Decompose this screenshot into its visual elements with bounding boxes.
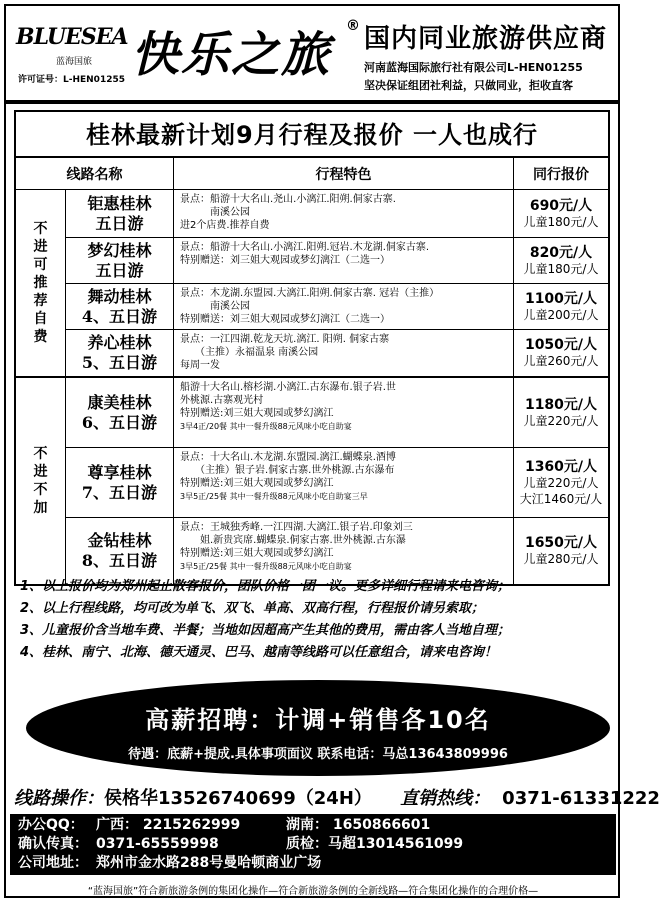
fax-label: 确认传真：	[18, 836, 88, 852]
hotline-label: 直销热线：	[400, 788, 491, 809]
route-name-main: 养心桂林	[87, 333, 152, 352]
adult-price: 1050元/人	[524, 337, 598, 353]
route-features	[174, 238, 514, 283]
feature-line: （主推）银子岩.侗家古寨.世外桃源.古东瀑布	[180, 465, 395, 476]
adult-price: 820元/人	[529, 244, 593, 261]
ops-person: 侯格华13526740699（24H）	[104, 788, 372, 809]
qq-label: 办公QQ：	[18, 817, 84, 833]
table-body	[16, 190, 608, 584]
logo	[16, 16, 126, 74]
route-features	[174, 190, 514, 237]
child-price: 儿童220元/人	[523, 413, 599, 428]
table-title: 桂林最新计划9月行程及报价 一人也成行	[16, 112, 608, 158]
feature-line: 景点：一江四湖.乾龙天坑.漓江. 阳朔. 侗家古寨	[180, 334, 390, 345]
address-label: 公司地址：	[18, 855, 88, 871]
table-row	[66, 330, 608, 376]
registered-mark: ®	[346, 18, 360, 34]
feature-line: 姐.新贵宾席.蝴蝶泉.侗家古寨.世外桃源.古东瀑	[180, 535, 406, 546]
feature-line: 南溪公园	[180, 207, 250, 218]
route-name	[66, 238, 174, 283]
extra-price: 大江1460元/人	[519, 491, 603, 506]
child-price: 儿童180元/人	[523, 261, 599, 276]
table-row	[66, 448, 608, 518]
table-row	[66, 378, 608, 448]
route-features	[174, 378, 514, 447]
group-label-char: 荐	[33, 293, 48, 309]
group-label-char: 不	[33, 446, 48, 462]
route-name	[66, 448, 174, 517]
route-group	[16, 190, 608, 378]
feature-line: 特别赠送:刘三姐大观园或梦幻漓江	[180, 478, 334, 489]
route-price	[514, 330, 608, 376]
meal-note: 3早5正/25餐 其中一餐升级88元风味小吃自助宴	[180, 562, 352, 571]
company-name: 河南蓝海国际旅行社有限公司L-HEN01255	[364, 61, 583, 74]
route-price	[514, 518, 608, 584]
logo-cn: 蓝海国旅	[56, 57, 93, 67]
group-label-char: 可	[33, 257, 48, 273]
route-price	[514, 378, 608, 447]
route-name-days: 4、五日游	[81, 306, 158, 326]
route-group	[16, 378, 608, 584]
table-row	[66, 518, 608, 584]
feature-line: 南溪公园	[180, 301, 250, 312]
qq-row	[18, 816, 608, 835]
group-label-char: 自	[33, 311, 48, 327]
route-name-days: 8、五日游	[81, 551, 158, 570]
group-label-char: 进	[33, 464, 48, 480]
ops-label: 线路操作：	[14, 788, 104, 809]
group-label-char: 加	[33, 500, 48, 516]
group-label-char: 进	[33, 239, 48, 255]
recruit-title: 高薪招聘：计调+销售各10名	[145, 706, 491, 734]
route-name	[66, 378, 174, 447]
route-features	[174, 284, 514, 329]
qq-guangxi: 广西： 2215262999	[96, 817, 241, 833]
group-label-char: 不	[33, 482, 48, 498]
header-right	[364, 18, 616, 93]
child-price: 儿童220元/人	[523, 475, 599, 490]
notes	[20, 576, 616, 664]
note-item: 2、以上行程线路，均可改为单飞、双飞、单高、双高行程，行程报价请另索取；	[20, 601, 485, 616]
route-name-main: 舞动桂林	[87, 286, 152, 306]
route-price	[514, 238, 608, 283]
feature-line: 进2个店费.推荐自费	[180, 220, 270, 231]
adult-price: 1180元/人	[524, 396, 598, 413]
adult-price: 690元/人	[529, 197, 593, 214]
flyer	[4, 4, 660, 898]
adult-price: 1360元/人	[524, 458, 598, 475]
feature-line: 景点：船游十大名山.尧山.小漓江.阳朔.侗家古寨.	[180, 194, 396, 205]
feature-line: 特别赠送:刘三姐大观园或梦幻漓江	[180, 408, 334, 419]
group-label	[16, 378, 66, 584]
feature-line: 特别赠送：刘三姐大观园或梦幻漓江（二选一）	[180, 314, 390, 325]
feature-line: 每周一发	[180, 360, 220, 371]
route-name-days: 五日游	[95, 213, 144, 233]
table-header	[16, 158, 608, 190]
qc-contact: 马超13014561099	[328, 836, 464, 852]
table-row	[66, 284, 608, 330]
header-route-name: 线路名称	[16, 158, 174, 189]
address-row	[18, 854, 608, 873]
contact-info	[10, 814, 616, 875]
slogan: 快乐之旅	[131, 27, 332, 83]
header-features: 行程特色	[174, 158, 514, 189]
route-name-days: 五日游	[95, 260, 144, 280]
child-price: 儿童260元/人	[523, 354, 599, 368]
adult-price: 1650元/人	[524, 535, 598, 551]
route-name-days: 5、五日游	[81, 353, 158, 372]
child-price: 儿童200元/人	[523, 307, 599, 322]
fax-number: 0371-65559998	[96, 836, 219, 852]
group-label-char: 费	[33, 329, 48, 345]
group-label-char: 不	[33, 221, 48, 237]
note-item: 1、以上报价均为郑州起止散客报价，团队价格一团一议。更多详细行程请来电咨询；	[20, 579, 511, 594]
price-table	[14, 110, 610, 586]
table-row	[66, 190, 608, 238]
meal-note: 3早4正/20餐 其中一餐升级88元风味小吃自助宴	[180, 422, 352, 431]
group-label	[16, 190, 66, 376]
route-name-main: 钜惠桂林	[87, 193, 152, 213]
route-features	[174, 518, 514, 584]
feature-line: 外桃源.古寨观光村	[180, 395, 264, 406]
route-features	[174, 330, 514, 376]
child-price: 儿童280元/人	[523, 552, 599, 566]
route-name	[66, 518, 174, 584]
route-price	[514, 190, 608, 237]
feature-line: 景点：十大名山.木龙湖.东盟园.漓江.蝴蝶泉.酒博	[180, 452, 396, 463]
route-features	[174, 448, 514, 517]
logo-text: BLUESEA	[16, 24, 128, 50]
route-name	[66, 284, 174, 329]
fax-row	[18, 835, 608, 854]
feature-line: 特别赠送：刘三姐大观园或梦幻漓江（二选一）	[180, 255, 390, 266]
license-number: 许可证号：L-HEN01255	[18, 75, 125, 85]
route-name-main: 金钻桂林	[87, 531, 152, 550]
qq-hunan: 湖南： 1650866601	[286, 817, 431, 833]
route-name-main: 梦幻桂林	[87, 240, 152, 260]
group-label-char: 推	[33, 275, 48, 291]
route-name	[66, 190, 174, 237]
child-price: 儿童180元/人	[523, 214, 599, 229]
feature-line: 船游十大名山.榕杉湖.小漓江.古东瀑布.银子岩.世	[180, 382, 396, 393]
operations-line	[14, 784, 660, 810]
hotline-number: 0371-61331222	[502, 788, 660, 809]
recruit-detail: 待遇：底薪+提成.具体事项面议 联系电话：马总13643809996	[128, 747, 508, 762]
adult-price: 1100元/人	[524, 290, 598, 307]
footer-slogan: “蓝海国旅”符合新旅游条例的集团化操作—符合新旅游条例的全新线路—符合集团化操作的合理价格—	[87, 886, 539, 897]
feature-line: 景点：船游十大名山.小漓江.阳朔.冠岩.木龙湖.侗家古寨.	[180, 242, 430, 253]
feature-line: 景点：木龙湖.东盟园.大漓江.阳朔.侗家古寨. 冠岩（主推）	[180, 288, 440, 299]
route-price	[514, 448, 608, 517]
route-name-main: 尊享桂林	[87, 462, 152, 482]
qc-label: 质检：	[286, 836, 328, 852]
header-divider	[6, 100, 618, 104]
route-name-days: 6、五日游	[81, 412, 158, 432]
note-item: 3、儿童报价含当地车费、半餐；当地如因超高产生其他的费用，需由客人当地自理；	[20, 623, 511, 638]
route-price	[514, 284, 608, 329]
route-name	[66, 330, 174, 376]
address: 郑州市金水路288号曼哈顿商业广场	[96, 855, 322, 871]
company-promise: 坚决保证组团社利益，只做同业，拒收直客	[364, 79, 573, 92]
feature-line: （主推）永福温泉 南溪公园	[180, 347, 319, 358]
note-item: 4、桂林、南宁、北海、德天通灵、巴马、越南等线路可以任意组合，请来电咨询！	[20, 645, 498, 660]
header-price: 同行报价	[533, 166, 589, 183]
recruit-banner	[26, 680, 610, 776]
meal-note: 3早5正/25餐 其中一餐升级88元风味小吃自助宴三早	[180, 492, 368, 501]
feature-line: 景点：王城独秀峰.一江四湖.大漓江.银子岩.印象刘三	[180, 522, 413, 533]
header	[6, 6, 618, 104]
route-name-main: 康美桂林	[87, 392, 152, 412]
feature-line: 特别赠送:刘三姐大观园或梦幻漓江	[180, 548, 334, 559]
route-name-days: 7、五日游	[81, 482, 158, 502]
header-title: 国内同业旅游供应商	[364, 24, 608, 54]
table-row	[66, 238, 608, 284]
